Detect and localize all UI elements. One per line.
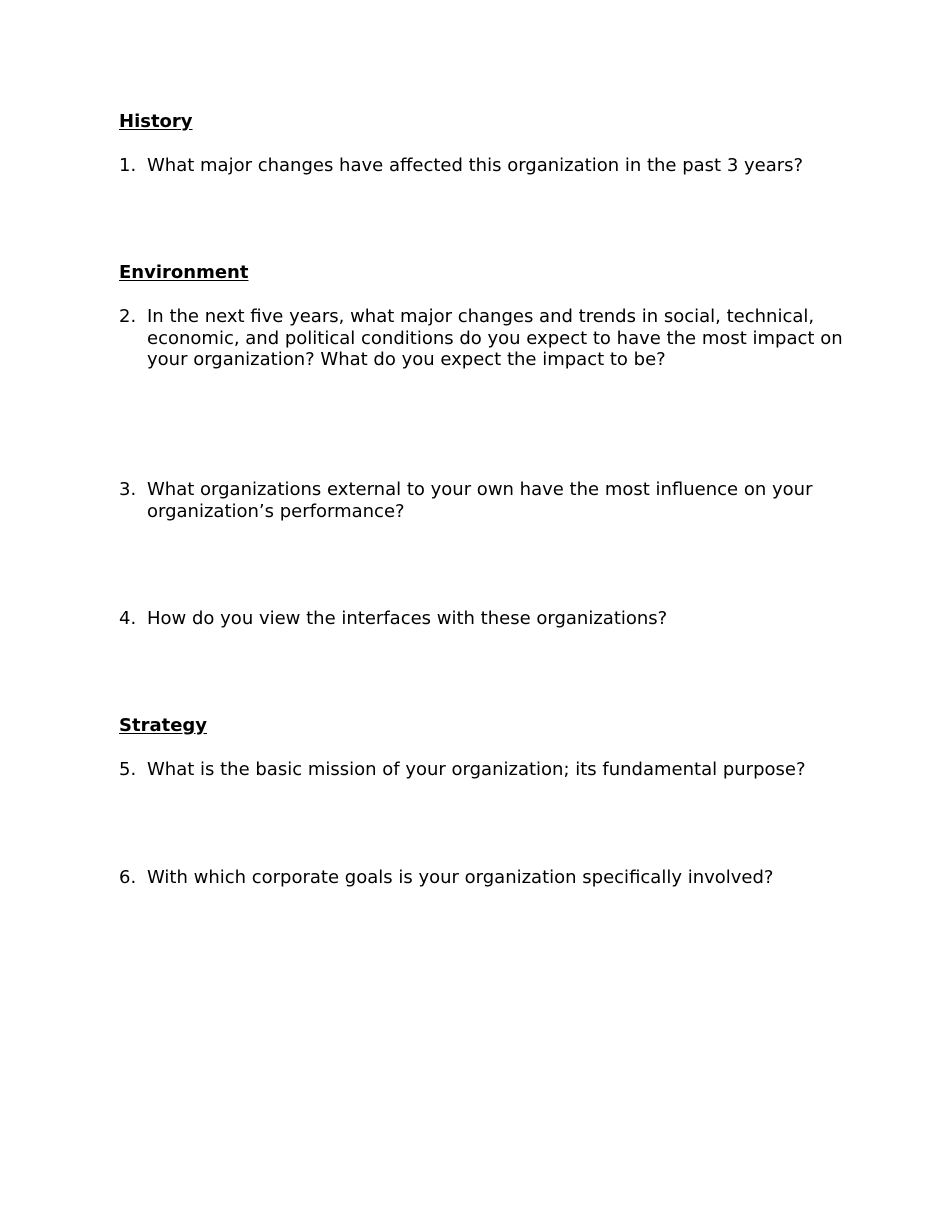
question-number: 1. (119, 155, 137, 176)
question-text: With which corporate goals is your organization specifically involved? (147, 867, 774, 888)
section-heading-strategy: Strategy (119, 715, 208, 736)
section-heading-environment: Environment (119, 262, 249, 283)
question-text: What is the basic mission of your organization; its fundamental purpose? (147, 759, 806, 780)
question-text: How do you view the interfaces with these organizations? (147, 608, 668, 629)
question-5 (119, 759, 849, 781)
question-4 (119, 608, 849, 630)
question-number: 6. (119, 867, 137, 888)
question-number: 4. (119, 608, 137, 629)
question-text: What organizations external to your own have the most influence on your organization’s performance? (147, 479, 813, 522)
question-text: In the next five years, what major changes and trends in social, technical, economic, and political conditions do you expect to have the most impact on your organization? What do you expect the impact to be? (147, 306, 843, 370)
question-text: What major changes have affected this organization in the past 3 years? (147, 155, 804, 176)
question-number: 3. (119, 479, 137, 500)
question-number: 5. (119, 759, 137, 780)
question-number: 2. (119, 306, 137, 327)
question-1 (119, 155, 849, 177)
question-2 (119, 306, 849, 371)
question-6 (119, 867, 849, 889)
section-heading-history: History (119, 111, 193, 132)
question-3 (119, 479, 849, 522)
